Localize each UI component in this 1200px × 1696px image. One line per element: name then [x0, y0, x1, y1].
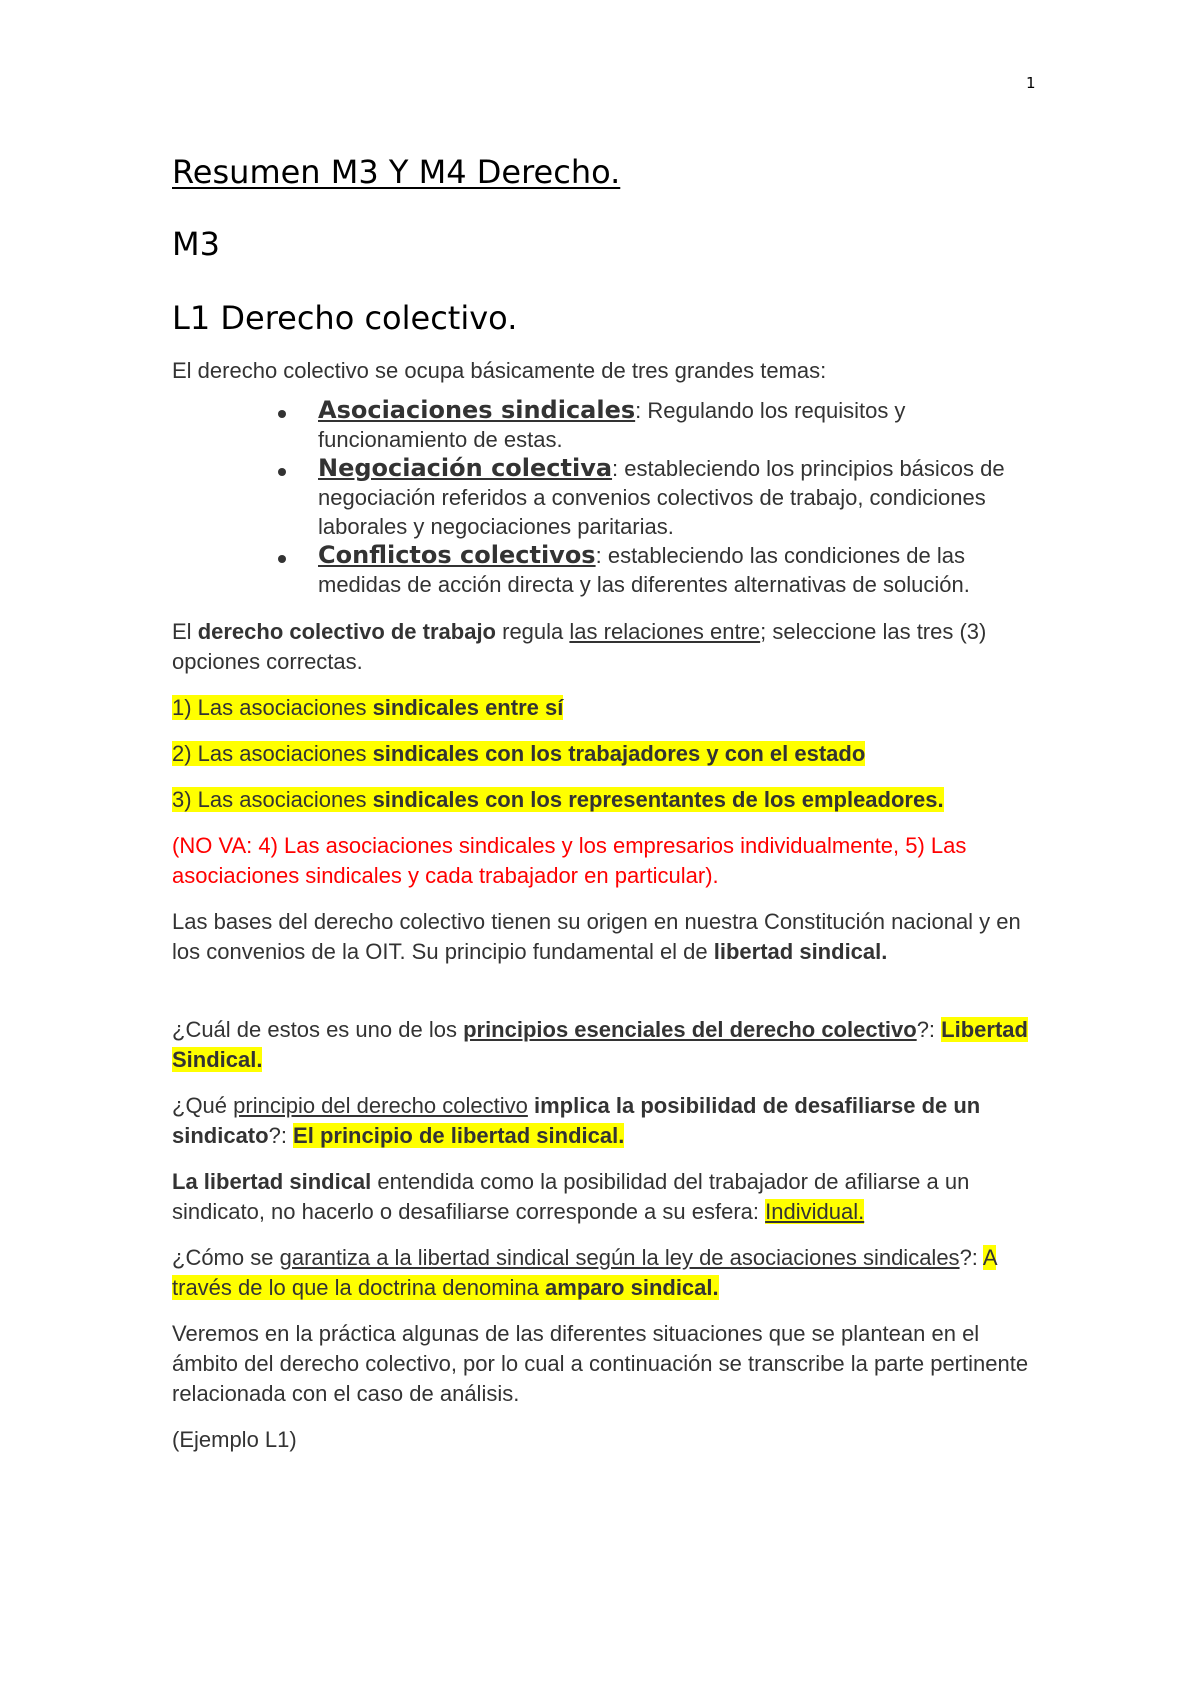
bullet-icon: [278, 555, 286, 563]
list-item: [318, 541, 1032, 599]
topic-colon: :: [635, 398, 642, 423]
topic-term: Conflictos colectivos: [318, 541, 596, 569]
answer-3: 3) Las asociaciones sindicales con los representantes de los empleadores.: [172, 787, 944, 812]
topic-description: estableciendo las condiciones de las medidas de acción directa y las diferentes alternativas de solución.: [318, 543, 970, 597]
topic-colon: :: [612, 456, 619, 481]
topic-description: estableciendo los principios básicos de negociación referidos a convenios colectivos de trabajo, condiciones laborales y negociaciones paritarias.: [318, 456, 1005, 539]
question-3-answer: El principio de libertad sindical.: [293, 1123, 625, 1148]
answer-1: 1) Las asociaciones sindicales entre sí: [172, 695, 564, 720]
list-item: [318, 396, 1032, 454]
question-4-answer: Individual.: [765, 1199, 865, 1224]
question-4: La libertad sindical entendida como la posibilidad del trabajador de afiliarse a un sindicato, no hacerlo o desafiliarse corresponde a su esfera: Individual.: [172, 1169, 970, 1224]
page-number: 1: [1026, 74, 1036, 92]
bullet-icon: [278, 410, 286, 418]
topic-term: Negociación colectiva: [318, 454, 613, 482]
question-2: ¿Cuál de estos es uno de los principios esenciales del derecho colectivo?: Libertad Sindical.: [172, 1017, 1028, 1072]
closing-paragraph: Veremos en la práctica algunas de las diferentes situaciones que se plantean en el ámbito del derecho colectivo, por lo cual a continuación se transcribe la parte pertinente relacionada con el caso de análisis.: [172, 1321, 1029, 1406]
excluded-options: (NO VA: 4) Las asociaciones sindicales y los empresarios individualmente, 5) Las asociaciones sindicales y cada trabajador en particular).: [172, 833, 967, 888]
topic-colon: :: [595, 543, 602, 568]
question-5: ¿Cómo se garantiza a la libertad sindical según la ley de asociaciones sindicales?: A través de lo que la doctrina denomina amparo sindical.: [172, 1245, 997, 1300]
example-reference: (Ejemplo L1): [172, 1427, 297, 1452]
question-2-answer: Libertad Sindical.: [172, 1017, 1028, 1072]
question-3: ¿Qué principio del derecho colectivo implica la posibilidad de desafiliarse de un sindicato?: El principio de libertad sindical.: [172, 1093, 981, 1148]
answer-2: 2) Las asociaciones sindicales con los trabajadores y con el estado: [172, 741, 866, 766]
lesson-heading: L1 Derecho colectivo.: [172, 299, 518, 337]
intro-paragraph: El derecho colectivo se ocupa básicamente de tres grandes temas:: [172, 358, 827, 383]
question-5-answer: A través de lo que la doctrina denomina amparo sindical.: [172, 1245, 997, 1300]
module-heading: M3: [172, 225, 220, 263]
bullet-icon: [278, 468, 286, 476]
topics-list: [172, 396, 1032, 599]
list-item: [318, 454, 1032, 541]
bases-paragraph: Las bases del derecho colectivo tienen su origen en nuestra Constitución nacional y en los convenios de la OIT. Su principio fundamental el de libertad sindical.: [172, 909, 1021, 964]
topic-description: Regulando los requisitos y funcionamiento de estas.: [318, 398, 906, 452]
question-1: El derecho colectivo de trabajo regula las relaciones entre; seleccione las tres (3) opciones correctas.: [172, 619, 987, 674]
document-body: [172, 150, 1032, 1455]
document-title: Resumen M3 Y M4 Derecho.: [172, 153, 621, 191]
topic-term: Asociaciones sindicales: [318, 396, 636, 424]
